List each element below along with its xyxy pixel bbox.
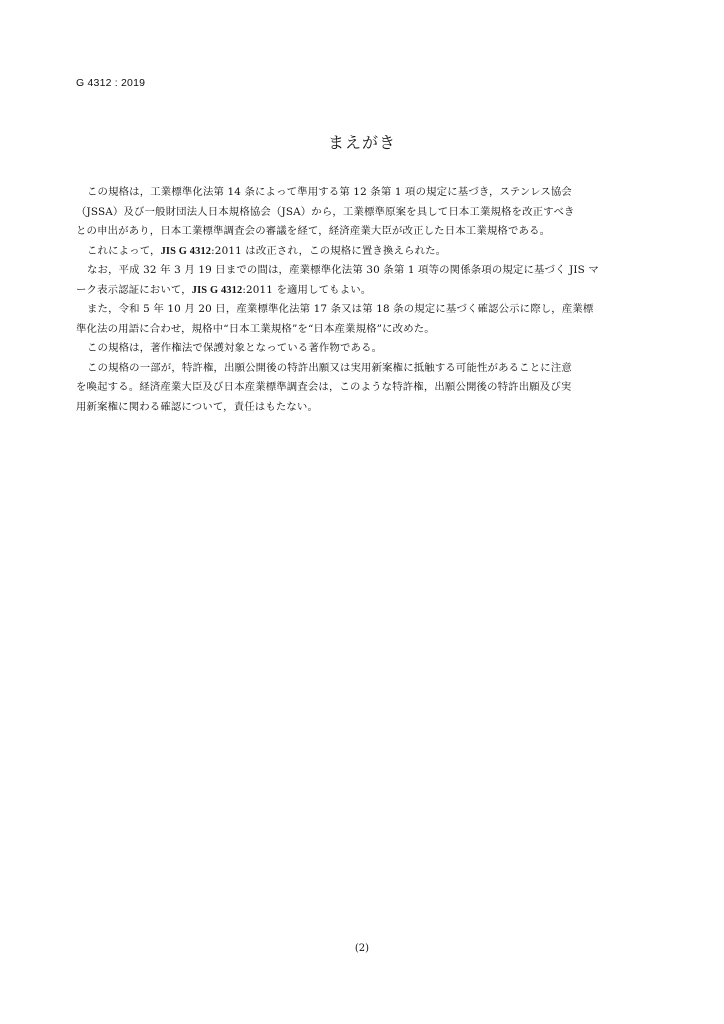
paragraph-line: この規格は，工業標準化法第 14 条によって準用する第 12 条第 1 項の規定に基づき，ステンレス協会 [87, 186, 572, 198]
standard-reference: JIS G 4312 [191, 284, 243, 296]
paragraph-line [76, 281, 652, 301]
paragraph-line: 準化法の用語に合わせ，規格中“日本工業規格”を“日本産業規格”に改めた。 [76, 322, 435, 335]
paragraph-line: を喚起する。経済産業大臣及び日本産業標準調査会は，このような特許権，出願公開後の特許出願及び実 [76, 381, 572, 393]
line-text: :2011 は改正され，この規格に置き換えられた。 [211, 244, 447, 257]
standard-reference: JIS G 4312 [160, 245, 212, 257]
paragraph-line: この規格の一部が，特許権，出願公開後の特許出願又は実用新案権に抵触する可能性があることに注意 [87, 361, 572, 374]
paragraph-line [76, 242, 652, 262]
line-text: ーク表示認証において， [76, 283, 192, 296]
paragraph-line: との申出があり，日本工業標準調査会の審議を経て，経済産業大臣が改正した日本工業規格である。 [76, 225, 551, 237]
document-code-header: G 4312 : 2019 [76, 77, 146, 89]
paragraph-line: 用新案権に関わる確認について，責任はもたない。 [76, 400, 319, 413]
paragraph-line: なお，平成 32 年 3 月 19 日までの間は，産業標準化法第 30 条第 1 項等の関係条項の規定に基づく JIS マ [87, 264, 599, 276]
paragraph-line: また，令和 5 年 10 月 20 日，産業標準化法第 17 条又は第 18 条の規定に基づく確認公示に際し，産業標 [87, 303, 594, 315]
paragraph-line: この規格は，著作権法で保護対象となっている著作物である。 [87, 342, 383, 354]
line-text: これによって， [87, 244, 161, 257]
paragraph-line: （JSSA）及び一般財団法人日本規格協会（JSA）から，工業標準原案を具して日本工業規格を改正すべき [76, 205, 575, 218]
line-text: :2011 を適用してもよい。 [242, 283, 372, 296]
page-number: (2) [354, 943, 370, 954]
section-title: まえがき [327, 133, 396, 152]
foreword-body [76, 183, 652, 417]
